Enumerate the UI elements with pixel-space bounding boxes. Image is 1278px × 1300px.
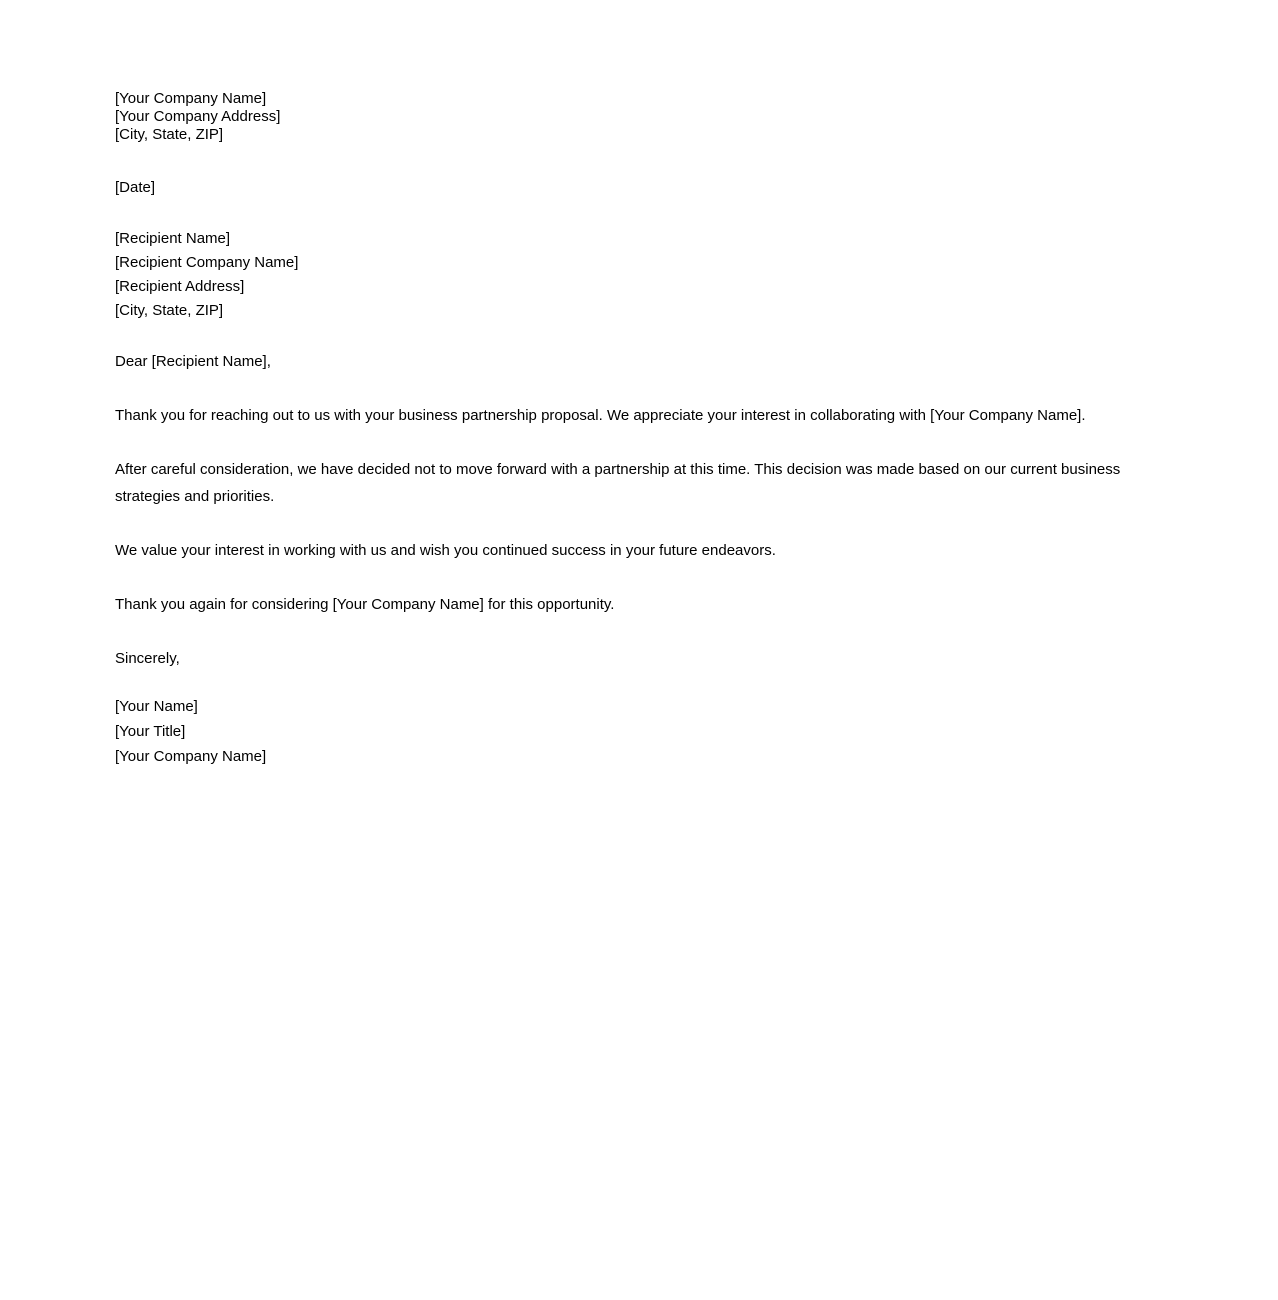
body-paragraph-2: After careful consideration, we have decided not to move forward with a partnership at this time. This decision was made based on our current business strategies and priorities. — [115, 461, 1121, 505]
sender-company-name: [Your Company Name] — [115, 90, 267, 107]
recipient-address: [Recipient Address] — [115, 278, 245, 295]
recipient-city-state-zip: [City, State, ZIP] — [115, 302, 224, 319]
recipient-address-block — [115, 227, 1165, 323]
signature-name: [Your Name] — [115, 698, 198, 715]
sender-city-state-zip: [City, State, ZIP] — [115, 126, 224, 143]
closing-line: Sincerely, — [115, 650, 180, 667]
body-paragraph-4: Thank you again for considering [Your Company Name] for this opportunity. — [115, 596, 615, 613]
sender-address-block — [115, 90, 1165, 144]
letter-date: [Date] — [115, 179, 156, 196]
salutation: Dear [Recipient Name], — [115, 353, 271, 370]
signature-company-name: [Your Company Name] — [115, 748, 267, 765]
sender-company-address: [Your Company Address] — [115, 108, 281, 125]
business-letter — [115, 90, 1165, 769]
body-paragraph-3: We value your interest in working with us and wish you continued success in your future endeavors. — [115, 542, 776, 559]
body-paragraph-1: Thank you for reaching out to us with your business partnership proposal. We appreciate your interest in collaborating with [Your Company Name]. — [115, 407, 1086, 424]
signature-title: [Your Title] — [115, 723, 186, 740]
signature-block — [115, 694, 1165, 769]
recipient-company-name: [Recipient Company Name] — [115, 254, 299, 271]
recipient-name: [Recipient Name] — [115, 230, 231, 247]
